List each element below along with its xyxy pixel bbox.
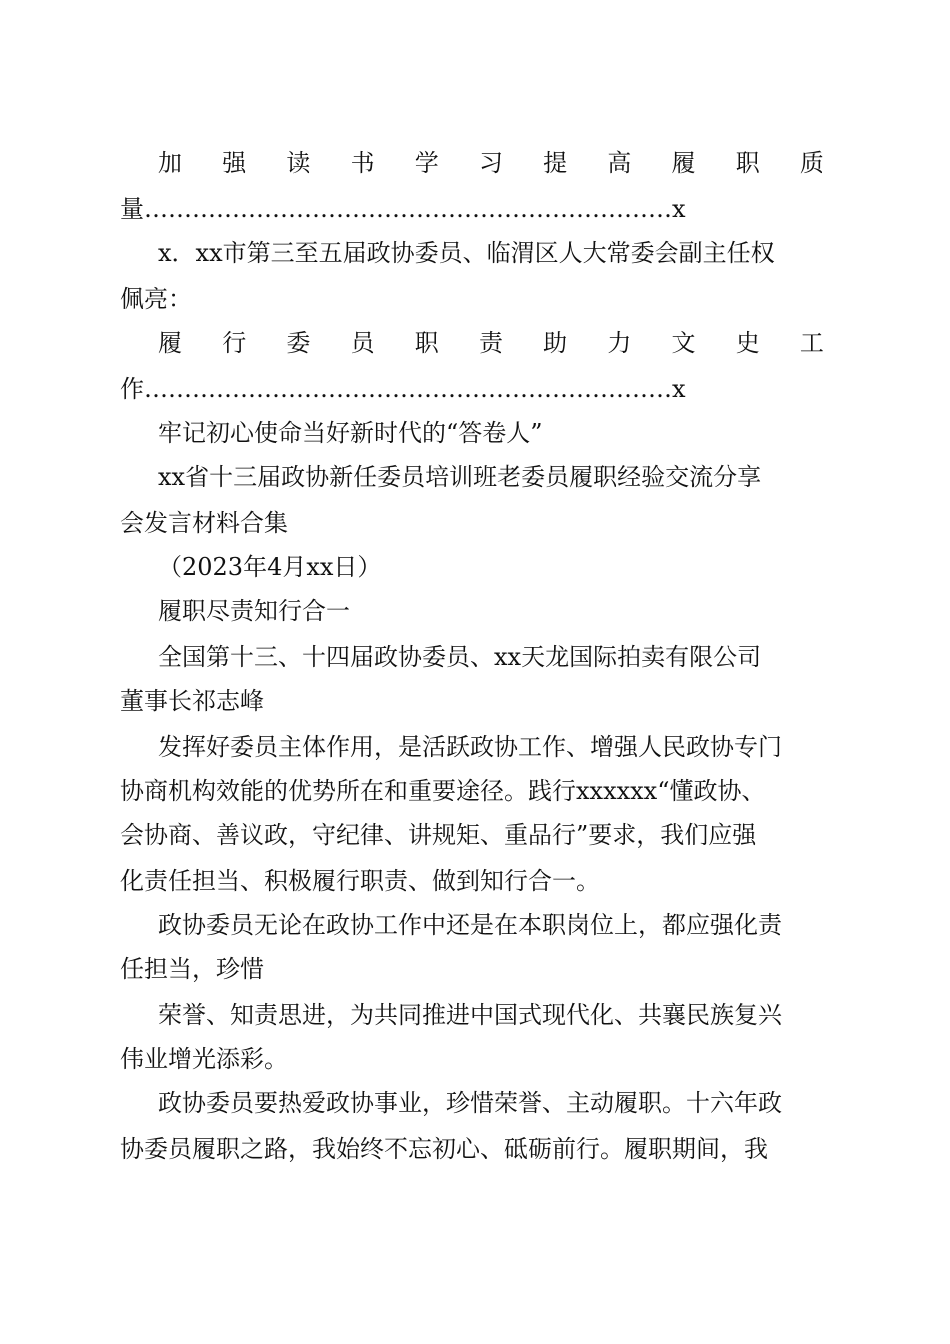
toc-page-number: x: [672, 375, 686, 403]
toc-char: 质: [799, 149, 824, 177]
toc-char: 强: [222, 149, 247, 177]
toc-dot-leader: …………………………………………………………: [144, 195, 672, 223]
toc-title-tail: 作: [120, 375, 144, 403]
toc-char: 习: [478, 149, 503, 177]
toc-char: 工: [799, 329, 824, 357]
toc-char: 书: [350, 149, 375, 177]
toc-char: 读: [286, 149, 311, 177]
toc-char: 高: [607, 149, 632, 177]
toc-char: 员: [350, 329, 375, 357]
toc-char: 学: [414, 149, 439, 177]
toc-char: 力: [607, 329, 632, 357]
toc-dot-leader: …………………………………………………………: [144, 375, 672, 403]
toc-entry-1-leader[interactable]: [120, 194, 824, 224]
paragraph-4-line-2: 协委员履职之路，我始终不忘初心、砥砺前行。履职期间，我: [120, 1135, 768, 1163]
toc-heading: x．xx市第三至五届政协委员、临渭区人大常委会副主任权: [158, 239, 775, 267]
toc-char: 责: [478, 329, 503, 357]
date-line: （2023年4月xx日）: [158, 553, 382, 581]
toc-char: 履: [158, 329, 182, 357]
toc-entry-1-title[interactable]: [158, 148, 824, 178]
paragraph-1-line-4: 化责任担当、积极履行职责、做到知行合一。: [120, 867, 600, 895]
paragraph-1-line-3: 会协商、善议政，守纪律、讲规矩、重品行”要求，我们应强: [120, 821, 757, 849]
toc-page-number: x: [672, 195, 686, 223]
section-title: 履职尽责知行合一: [158, 597, 350, 625]
slogan-line: 牢记初心使命当好新时代的“答卷人”: [158, 419, 543, 447]
toc-char: 职: [414, 329, 439, 357]
toc-heading-tail: 佩亮：: [120, 285, 192, 313]
collection-title-line-2: 会发言材料合集: [120, 509, 288, 537]
paragraph-1-line-1: 发挥好委员主体作用，是活跃政协工作、增强人民政协专门: [158, 733, 782, 761]
toc-char: 履: [671, 149, 696, 177]
toc-char: 委: [286, 329, 311, 357]
paragraph-4-line-1: 政协委员要热爱政协事业，珍惜荣誉、主动履职。十六年政: [158, 1089, 782, 1117]
paragraph-3-line-2: 伟业增光添彩。: [120, 1045, 288, 1073]
author-line-2: 董事长祁志峰: [120, 687, 264, 715]
collection-title-line-1: xx省十三届政协新任委员培训班老委员履职经验交流分享: [158, 463, 762, 491]
author-line-1: 全国第十三、十四届政协委员、xx天龙国际拍卖有限公司: [158, 643, 762, 671]
toc-title-tail: 量: [120, 195, 144, 223]
paragraph-3-line-1: 荣誉、知责思进，为共同推进中国式现代化、共襄民族复兴: [158, 1001, 782, 1029]
toc-entry-2-leader[interactable]: [120, 374, 824, 404]
toc-char: 职: [735, 149, 760, 177]
paragraph-2-line-2: 任担当，珍惜: [120, 955, 264, 983]
toc-char: 加: [158, 149, 182, 177]
toc-char: 文: [671, 329, 696, 357]
toc-char: 助: [543, 329, 568, 357]
toc-char: 提: [543, 149, 568, 177]
toc-char: 史: [735, 329, 760, 357]
toc-char: 行: [222, 329, 247, 357]
paragraph-1-line-2: 协商机构效能的优势所在和重要途径。践行xxxxxx“懂政协、: [120, 777, 766, 805]
paragraph-2-line-1: 政协委员无论在政协工作中还是在本职岗位上，都应强化责: [158, 911, 782, 939]
toc-entry-2-title[interactable]: [158, 328, 824, 358]
